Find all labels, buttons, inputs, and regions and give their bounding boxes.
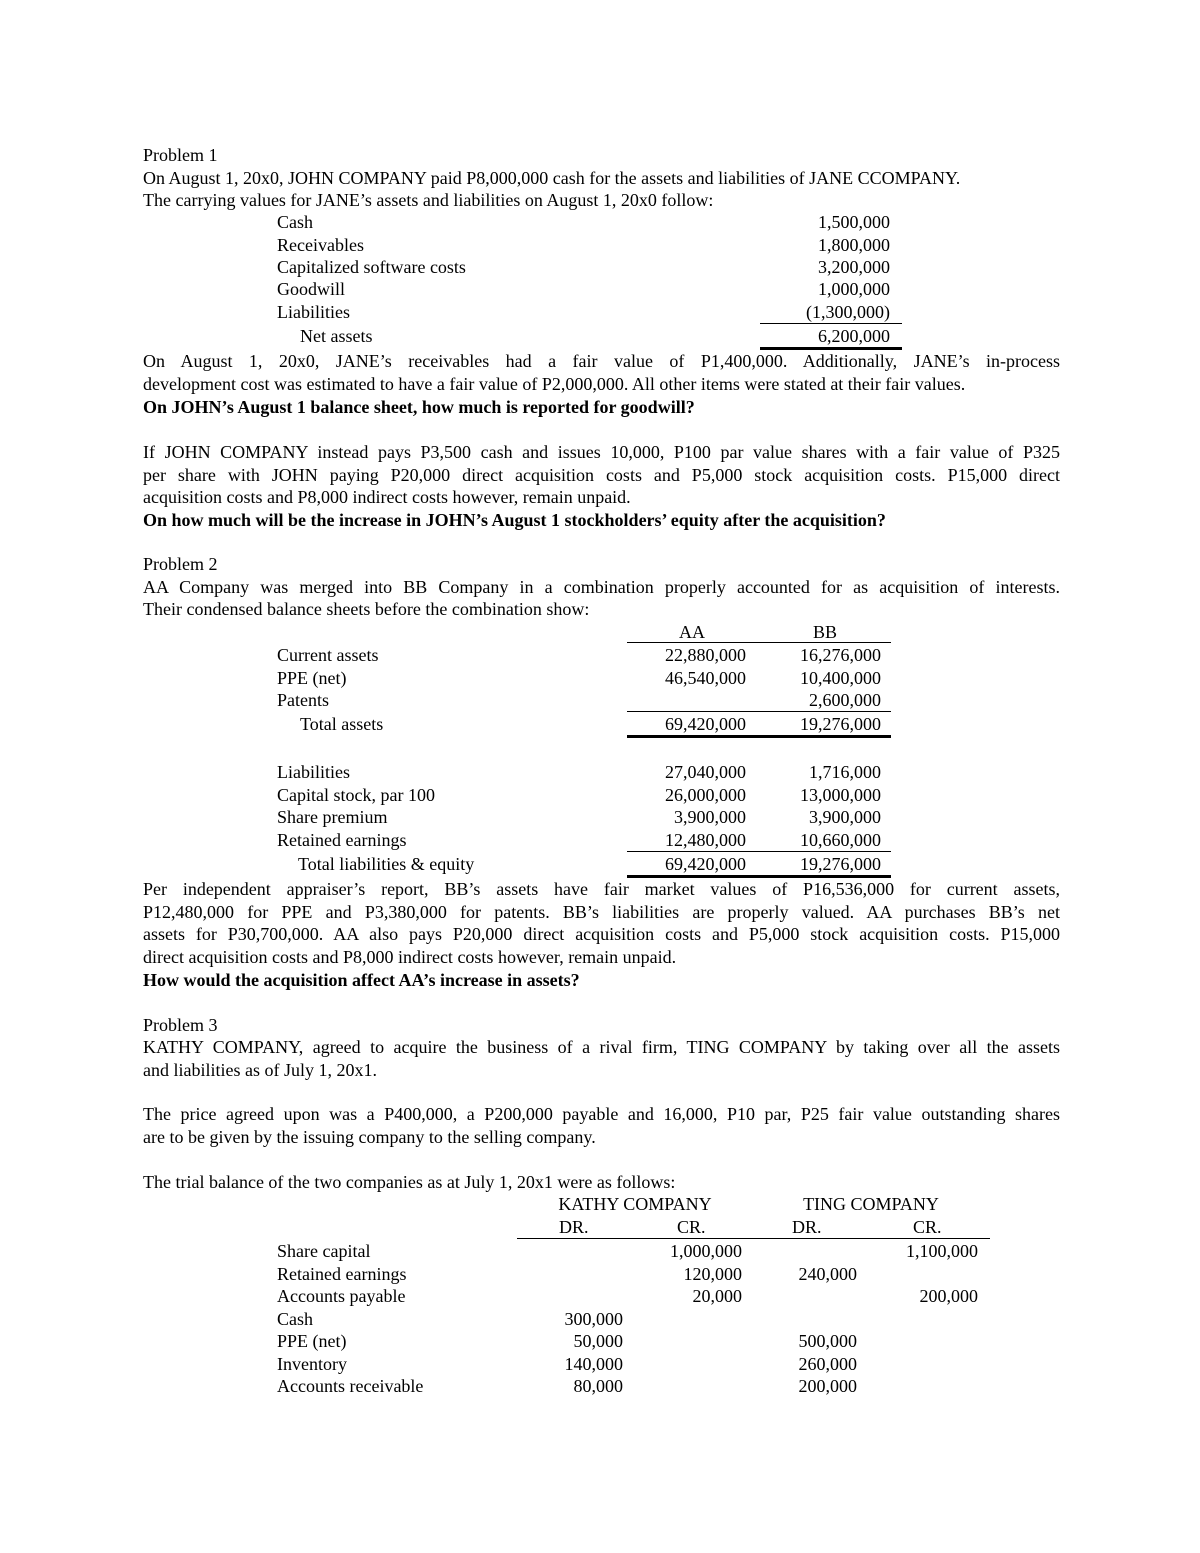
p1-item-label: Receivables [277,235,364,255]
p3-kathy-dr: 300,000 [564,1309,623,1329]
p1-item-label: Liabilities [277,302,350,322]
p1-net-value: 6,200,000 [818,326,890,346]
col-header-ting: TING COMPANY [803,1194,939,1214]
p1-item-value: 1,500,000 [818,212,890,232]
p2-bb-value: 13,000,000 [800,785,881,805]
col-header-bb: BB [812,622,837,642]
p2-paragraph-line: Per independent appraiser’s report, BB’s assets have fair market values of P16,536,000 for current assets, [143,879,1060,899]
p1-paragraph-line: per share with JOHN paying P20,000 direct acquisition costs and P5,000 stock acquisition costs. P15,000 direct [143,465,1060,485]
problem3-price-line: are to be given by the issuing company to the selling company. [143,1127,596,1147]
p3-ting-dr: 200,000 [798,1376,857,1396]
p2-row-label: Patents [277,690,329,710]
p3-kathy-dr: 140,000 [564,1354,623,1374]
p2-total-le-bb: 19,276,000 [800,854,881,874]
col-header-aa: AA [679,622,705,642]
p3-kathy-cr: 120,000 [683,1264,742,1284]
col-header-dr: DR. [792,1217,822,1237]
p2-row-label: Share premium [277,807,388,827]
p2-bb-value: 3,900,000 [809,807,881,827]
p3-row-label: Share capital [277,1241,371,1261]
p2-aa-value: 27,040,000 [665,762,746,782]
p2-aa-value: 22,880,000 [665,645,746,665]
p2-bb-value: 10,660,000 [800,830,881,850]
p3-row-label: Cash [277,1309,313,1329]
p2-row-label: Current assets [277,645,379,665]
p1-item-value: 1,800,000 [818,235,890,255]
problem3-intro-line: and liabilities as of July 1, 20x1. [143,1060,377,1080]
problem3-heading: Problem 3 [143,1015,218,1035]
p3-row-label: PPE (net) [277,1331,347,1351]
p1-item-label: Capitalized software costs [277,257,466,277]
col-header-cr: CR. [913,1217,942,1237]
p3-ting-dr: 500,000 [798,1331,857,1351]
p1-item-value: 3,200,000 [818,257,890,277]
p2-aa-value: 3,900,000 [674,807,746,827]
p2-aa-value: 12,480,000 [665,830,746,850]
underline [760,323,902,324]
p3-row-label: Accounts receivable [277,1376,424,1396]
p2-total-assets-bb: 19,276,000 [800,714,881,734]
p2-bb-value: 10,400,000 [800,668,881,688]
p2-row-label: Retained earnings [277,830,407,850]
subtotal-underline [627,711,891,712]
p1-paragraph-line: development cost was estimated to have a fair value of P2,000,000. All other items were stated at their fair values. [143,374,966,394]
col-header-kathy: KATHY COMPANY [558,1194,712,1214]
p3-ting-cr: 1,100,000 [906,1241,978,1261]
problem1-intro-line: The carrying values for JANE’s assets and liabilities on August 1, 20x0 follow: [143,190,714,210]
p2-paragraph-line: assets for P30,700,000. AA also pays P20,000 direct acquisition costs and P5,000 stock acquisition costs. P15,000 [143,924,1060,944]
p3-ting-cr: 200,000 [919,1286,978,1306]
p3-ting-dr: 260,000 [798,1354,857,1374]
problem2-intro-line: AA Company was merged into BB Company in a combination properly accounted for as acquisition of interests. [143,577,1060,597]
p3-kathy-cr: 1,000,000 [670,1241,742,1261]
double-underline [627,735,891,738]
p3-kathy-cr: 20,000 [692,1286,742,1306]
problem3-intro-line: KATHY COMPANY, agreed to acquire the business of a rival firm, TING COMPANY by taking over all the assets [143,1037,1060,1057]
p2-total-le-label: Total liabilities & equity [298,854,475,874]
subtotal-underline [627,851,891,852]
p2-row-label: Capital stock, par 100 [277,785,435,805]
p1-paragraph-line: acquisition costs and P8,000 indirect costs however, remain unpaid. [143,487,631,507]
p2-bb-value: 2,600,000 [809,690,881,710]
header-underline [517,1238,990,1239]
col-header-cr: CR. [677,1217,706,1237]
p2-total-assets-label: Total assets [300,714,384,734]
p1-question-equity: On how much will be the increase in JOHN’s August 1 stockholders’ equity after the acquisition? [143,510,886,530]
p2-bb-value: 1,716,000 [809,762,881,782]
p3-kathy-dr: 80,000 [573,1376,623,1396]
problem3-tb-intro: The trial balance of the two companies as at July 1, 20x1 were as follows: [143,1172,676,1192]
problem2-intro-line: Their condensed balance sheets before the combination show: [143,599,590,619]
p2-aa-value: 46,540,000 [665,668,746,688]
problem1-heading: Problem 1 [143,145,218,165]
header-underline [627,642,891,643]
p2-question: How would the acquisition affect AA’s increase in assets? [143,970,580,990]
p3-row-label: Inventory [277,1354,347,1374]
p2-total-le-aa: 69,420,000 [665,854,746,874]
p2-row-label: PPE (net) [277,668,347,688]
p1-item-label: Goodwill [277,279,346,299]
p2-bb-value: 16,276,000 [800,645,881,665]
col-header-dr: DR. [559,1217,589,1237]
p3-row-label: Retained earnings [277,1264,407,1284]
p2-aa-value: 26,000,000 [665,785,746,805]
p2-total-assets-aa: 69,420,000 [665,714,746,734]
p3-row-label: Accounts payable [277,1286,406,1306]
p1-item-label: Cash [277,212,313,232]
p1-net-label: Net assets [300,326,373,346]
p3-ting-dr: 240,000 [798,1264,857,1284]
problem1-intro-line: On August 1, 20x0, JOHN COMPANY paid P8,000,000 cash for the assets and liabilities of JANE CCOMPANY. [143,168,961,188]
p1-question-goodwill: On JOHN’s August 1 balance sheet, how much is reported for goodwill? [143,397,695,417]
p1-item-value: 1,000,000 [818,279,890,299]
problem2-heading: Problem 2 [143,554,218,574]
p2-paragraph-line: P12,480,000 for PPE and P3,380,000 for patents. BB’s liabilities are properly valued. AA purchases BB’s net [143,902,1060,922]
p2-paragraph-line: direct acquisition costs and P8,000 indirect costs however, remain unpaid. [143,947,677,967]
p3-kathy-dr: 50,000 [573,1331,623,1351]
p1-paragraph-line: If JOHN COMPANY instead pays P3,500 cash and issues 10,000, P100 par value shares with a fair value of P325 [143,442,1060,462]
p1-paragraph-line: On August 1, 20x0, JANE’s receivables had a fair value of P1,400,000. Additionally, JANE’s in-process [143,351,1060,371]
problem3-price-line: The price agreed upon was a P400,000, a P200,000 payable and 16,000, P10 par, P25 fair value outstanding shares [143,1104,1060,1124]
p1-item-value: (1,300,000) [806,302,890,322]
p2-row-label: Liabilities [277,762,350,782]
